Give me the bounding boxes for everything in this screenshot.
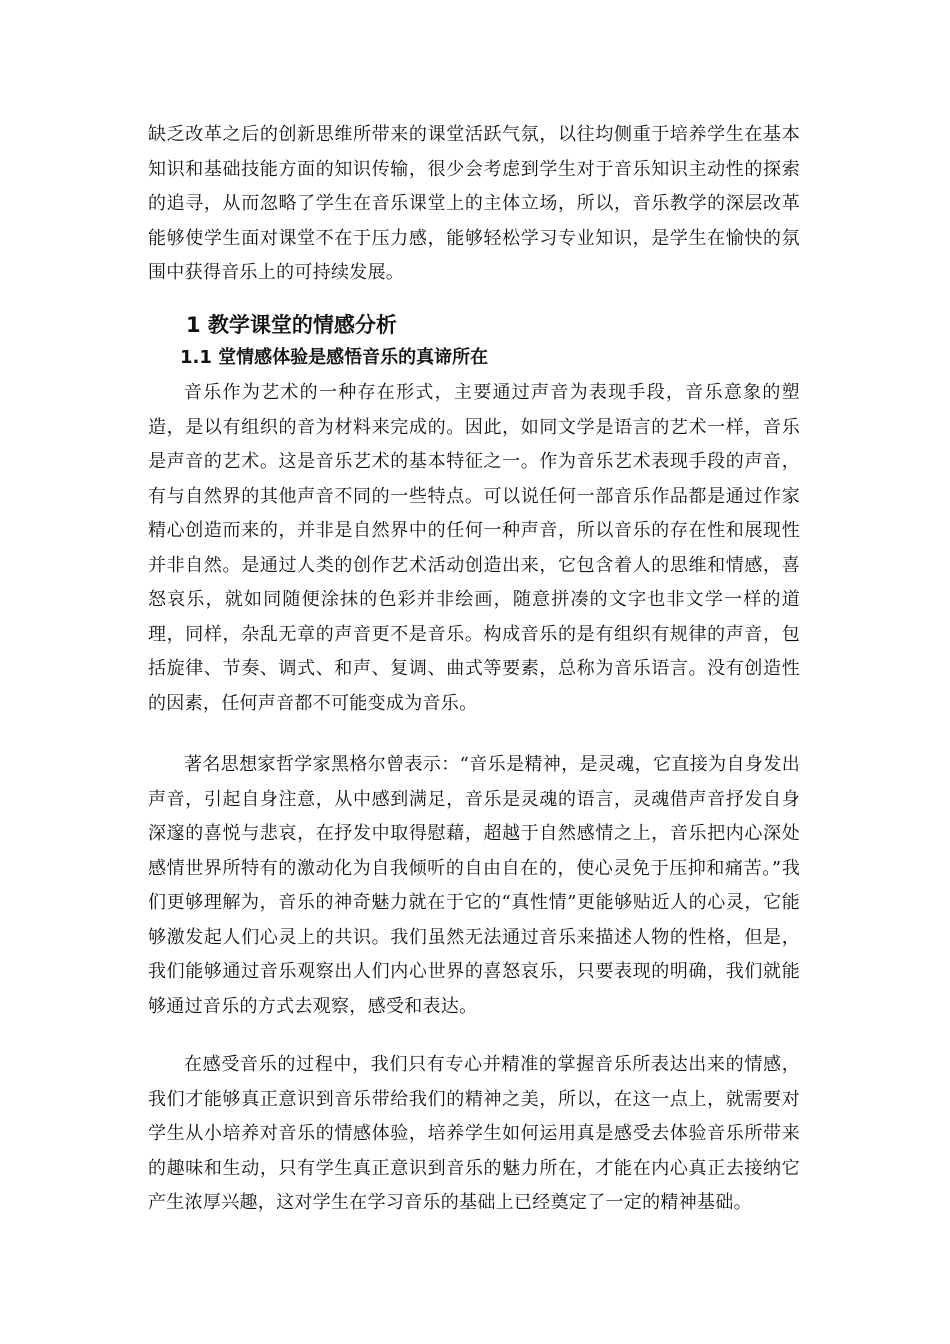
paragraph-hegel-quote: 著名思想家哲学家黑格尔曾表示：“音乐是精神，是灵魂，它直接为自身发出声音，引起自身注意，从中感到满足，音乐是灵魂的语言，灵魂借声音抒发自身深邃的喜悦与悲哀，在抒发中取得慰藉，超越于自然感情之上，音乐把内心深处感情世界所特有的激动化为自我倾听的自由自在的，使心灵免于压抑和痛苦。”我们更够理解为，音乐的神奇魅力就在于它的“真性情”更能够贴近人的心灵，它能够激发起人们心灵上的共识。我们虽然无法通过音乐来描述人物的性格，但是，我们能够通过音乐观察出人们内心世界的喜怒哀乐，只要表现的明确，我们就能够通过音乐的方式去观察，感受和表达。 — [148, 754, 800, 1017]
paragraph-music-art: 音乐作为艺术的一种存在形式，主要通过声音为表现手段，音乐意象的塑造，是以有组织的音为材料来完成的。因此，如同文学是语言的艺术一样，音乐是声音的艺术。这是音乐艺术的基本特征之一。作为音乐艺术表现手段的声音，有与自然界的其他声音不同的一些特点。可以说任何一部音乐作品都是通过作家精心创造而来的，并非是自然界中的任何一种声音，所以音乐的存在性和展现性并非自然。是通过人类的创作艺术活动创造出来，它包含着人的思维和情感，喜怒哀乐，就如同随便涂抹的色彩并非绘画，随意拼凑的文字也非文学一样的道理，同样，杂乱无章的声音更不是音乐。构成音乐的是有组织有规律的声音，包括旋律、节奏、调式、和声、复调、曲式等要素，总称为音乐语言。没有创造性的因素，任何声音都不可能变成为音乐。 — [148, 382, 800, 714]
section-heading: 1 教学课堂的情感分析 — [186, 313, 397, 337]
paragraph-intro: 缺乏改革之后的创新思维所带来的课堂活跃气氛，以往均侧重于培养学生在基本知识和基础技能方面的知识传输，很少会考虑到学生对于音乐知识主动性的探索的追寻，从而忽略了学生在音乐课堂上的主体立场，所以，音乐教学的深层改革能够使学生面对课堂不在于压力感，能够轻松学习专业知识，是学生在愉快的氛围中获得音乐上的可持续发展。 — [148, 124, 800, 283]
subsection-heading: 1.1 堂情感体验是感悟音乐的真谛所在 — [180, 347, 489, 368]
paragraph-emotion-experience: 在感受音乐的过程中，我们只有专心并精准的掌握音乐所表达出来的情感，我们才能够真正意识到音乐带给我们的精神之美，所以，在这一点上，就需要对学生从小培养对音乐的情感体验，培养学生如何运用真是感受去体验音乐所带来的趣味和生动，只有学生真正意识到音乐的魅力所在，才能在内心真正去接纳它产生浓厚兴趣，这对学生在学习音乐的基础上已经奠定了一定的精神基础。 — [148, 1054, 800, 1213]
